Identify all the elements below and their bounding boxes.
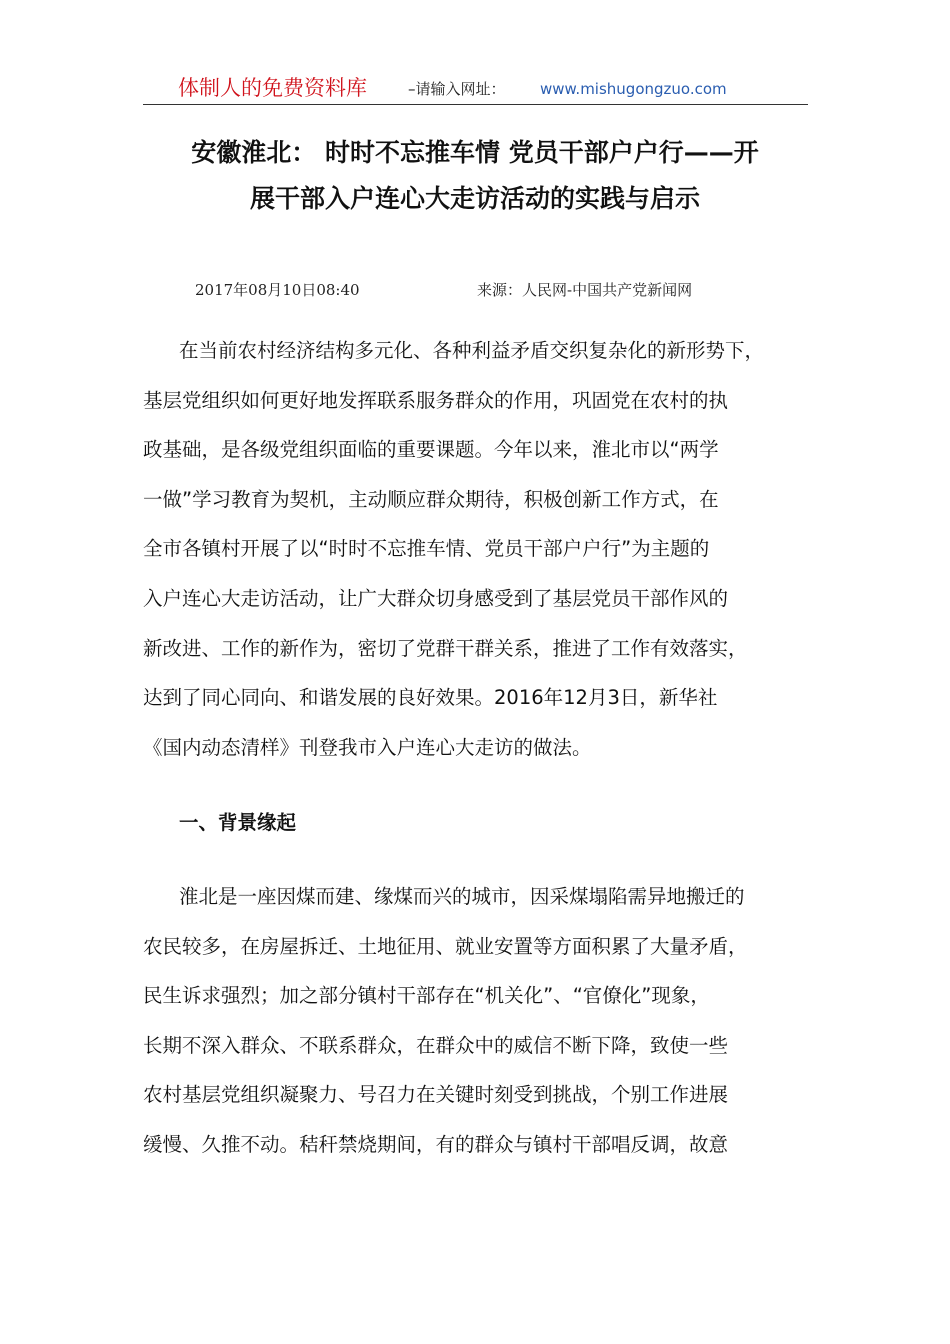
paragraph-line: 新改进、工作的新作为，密切了党群干群关系，推进了工作有效落实，: [143, 636, 748, 660]
header-url-link[interactable]: www.mishugongzuo.com: [540, 80, 727, 98]
paragraph-line: 入户连心大走访活动，让广大群众切身感受到了基层党员干部作风的: [143, 586, 729, 610]
paragraph-line: 在当前农村经济结构多元化、各种利益矛盾交织复杂化的新形势下，: [179, 339, 765, 362]
paragraph-line: 民生诉求强烈；加之部分镇村干部存在“机关化”、“官僚化”现象，: [143, 984, 710, 1008]
header-prompt: –请输入网址：: [408, 80, 506, 98]
paragraph-background: [143, 872, 813, 1170]
header-brand: 体制人的免费资料库: [178, 76, 367, 100]
paragraph-intro: [143, 326, 813, 772]
paragraph-line: 农村基层党组织凝聚力、号召力在关键时刻受到挑战，个别工作进展: [143, 1083, 729, 1107]
paragraph-line: 政基础，是各级党组织面临的重要课题。今年以来，淮北市以“两学: [143, 438, 719, 462]
paragraph-line: 农民较多，在房屋拆迁、土地征用、就业安置等方面积累了大量矛盾，: [143, 934, 748, 958]
paragraph-line: 淮北是一座因煤而建、缘煤而兴的城市，因采煤塌陷需异地搬迁的: [179, 885, 745, 908]
article-title: [130, 130, 820, 222]
paragraph-line: 长期不深入群众、不联系群众，在群众中的威信不断下降，致使一些: [143, 1033, 729, 1057]
publish-date: 2017年08月10日08:40: [195, 281, 360, 299]
title-line: 安徽淮北： 时时不忘推车情 党员干部户户行——开: [191, 138, 759, 167]
paragraph-line: 达到了同心同向、和谐发展的良好效果。2016年12月3日，新华社: [143, 686, 718, 710]
paragraph-line: 一做”学习教育为契机，主动顺应群众期待，积极创新工作方式，在: [143, 487, 719, 511]
paragraph-line: 缓慢、久推不动。秸秆禁烧期间，有的群众与镇村干部唱反调，故意: [143, 1132, 729, 1156]
page-header: [143, 74, 808, 105]
section-heading: 一、背景缘起: [179, 811, 297, 834]
article-source: 来源：人民网-中国共产党新闻网: [477, 281, 693, 299]
paragraph-line: 《国内动态清样》刊登我市入户连心大走访的做法。: [143, 735, 592, 759]
title-line: 展干部入户连心大走访活动的实践与启示: [249, 184, 700, 213]
paragraph-line: 全市各镇村开展了以“时时不忘推车情、党员干部户户行”为主题的: [143, 537, 710, 561]
paragraph-line: 基层党组织如何更好地发挥联系服务群众的作用，巩固党在农村的执: [143, 388, 729, 412]
